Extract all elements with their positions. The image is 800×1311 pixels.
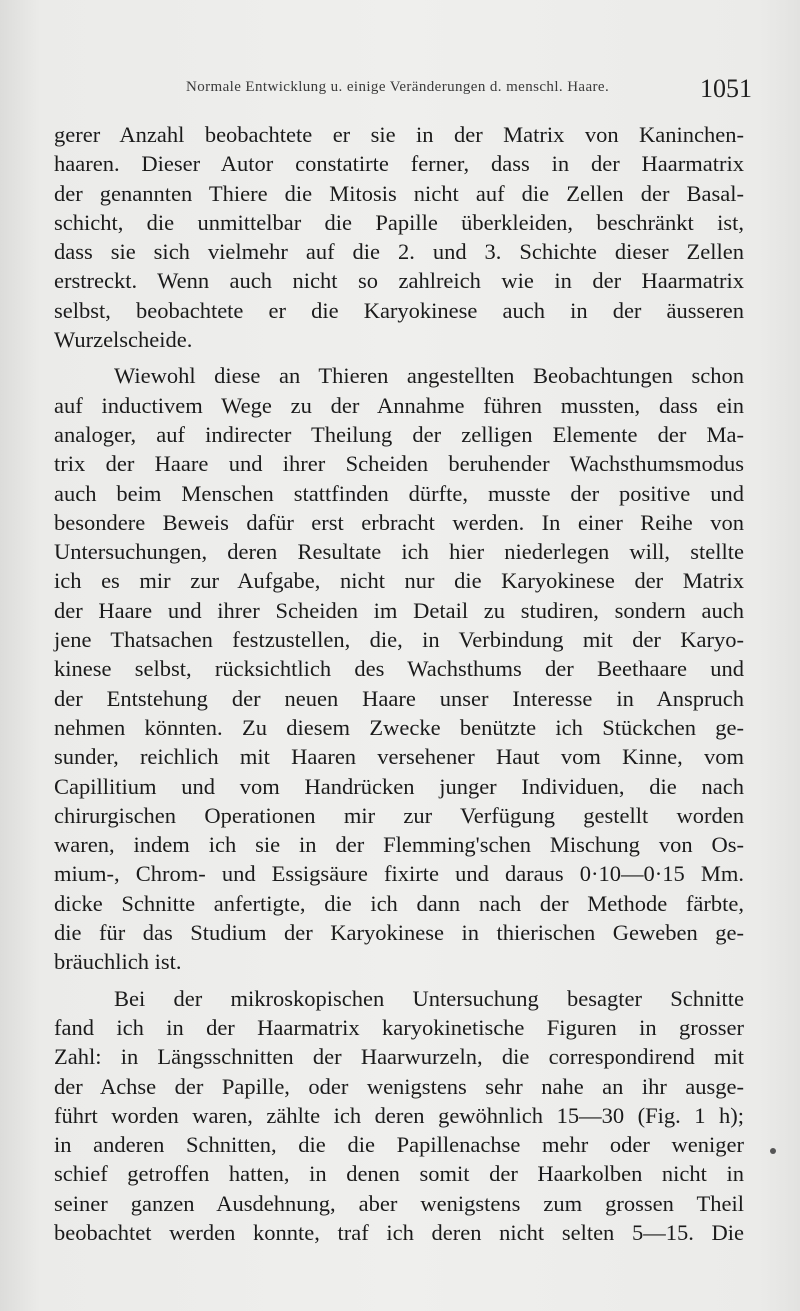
text-line: Capillitium und vom Handrücken junger Individuen, die nach — [54, 773, 744, 799]
text-line: kinese selbst, rücksichtlich des Wachsthums der Beethaare und — [54, 656, 744, 682]
text-line: Untersuchungen, deren Resultate ich hier niederlegen will, stellte — [54, 539, 744, 565]
text-line: jene Thatsachen festzustellen, die, in Verbindung mit der Karyo- — [54, 627, 744, 653]
text-line: ich es mir zur Aufgabe, nicht nur die Karyokinese der Matrix — [54, 568, 744, 594]
text-line: schief getroffen hatten, in denen somit der Haarkolben nicht in — [54, 1161, 744, 1187]
text-line: nehmen könnten. Zu diesem Zwecke benützte ich Stückchen ge- — [54, 714, 744, 740]
text-line: schicht, die unmittelbar die Papille überkleiden, beschränkt ist, — [54, 209, 744, 235]
running-title: Normale Entwicklung u. einige Veränderungen d. menschl. Haare. — [186, 79, 610, 95]
text-line: die für das Studium der Karyokinese in thierischen Geweben ge- — [54, 920, 744, 946]
text-line: in anderen Schnitten, die die Papillenachse mehr oder weniger — [54, 1132, 744, 1158]
text-line: selbst, beobachtete er die Karyokinese auch in der äusseren — [54, 297, 744, 323]
text-line: der genannten Thiere die Mitosis nicht auf die Zellen der Basal- — [54, 180, 744, 206]
text-line: Wurzelscheide. — [54, 327, 193, 353]
paragraph-gap — [54, 354, 744, 361]
text-line: Zahl: in Längsschnitten der Haarwurzeln, die correspondirend mit — [54, 1044, 744, 1070]
text-line: Bei der mikroskopischen Untersuchung besagter Schnitte — [114, 985, 744, 1011]
text-line: der Entstehung der neuen Haare unser Interesse in Anspruch — [54, 685, 744, 711]
text-line: haaren. Dieser Autor constatirte ferner, dass in der Haarmatrix — [54, 151, 744, 177]
text-line: chirurgischen Operationen mir zur Verfügung gestellt worden — [54, 802, 744, 828]
text-line: dicke Schnitte anfertigte, die ich dann nach der Methode färbte, — [54, 890, 744, 916]
text-line: auch beim Menschen stattfinden dürfte, musste der positive und — [54, 480, 744, 506]
text-line: gerer Anzahl beobachtete er sie in der Matrix von Kaninchen- — [54, 122, 744, 147]
text-line: waren, indem ich sie in der Flemming'schen Mischung von Os- — [54, 832, 744, 858]
paragraph-gap — [54, 977, 744, 984]
page-header — [0, 74, 800, 108]
text-line: besondere Beweis dafür erst erbracht werden. In einer Reihe von — [54, 509, 744, 535]
paragraph — [54, 361, 744, 976]
text-line: beobachtet werden konnte, traf ich deren nicht selten 5—15. Die — [54, 1219, 744, 1245]
text-line: seiner ganzen Ausdehnung, aber wenigstens zum grossen Theil — [54, 1190, 744, 1216]
text-line: fand ich in der Haarmatrix karyokinetische Figuren in grosser — [54, 1014, 744, 1040]
text-line: mium-, Chrom- und Essigsäure fixirte und daraus 0·10—0·15 Mm. — [54, 861, 744, 887]
text-line: trix der Haare und ihrer Scheiden beruhender Wachsthumsmodus — [54, 451, 744, 477]
paragraph — [54, 984, 744, 1248]
ink-spot — [770, 1148, 776, 1154]
text-line: bräuchlich ist. — [54, 949, 182, 975]
page-number: 1051 — [700, 74, 752, 103]
text-line: sunder, reichlich mit Haaren versehener Haut vom Kinne, vom — [54, 744, 744, 770]
text-line: auf inductivem Wege zu der Annahme führen mussten, dass ein — [54, 392, 744, 418]
text-line: führt worden waren, zählte ich deren gewöhnlich 15—30 (Fig. 1 h); — [54, 1102, 744, 1128]
text-line: erstreckt. Wenn auch nicht so zahlreich wie in der Haarmatrix — [54, 268, 744, 294]
text-line: der Achse der Papille, oder wenigstens sehr nahe an ihr ausge- — [54, 1073, 744, 1099]
text-line: der Haare und ihrer Scheiden im Detail zu studiren, sondern auch — [54, 597, 744, 623]
body-text — [54, 120, 744, 1247]
text-line: analoger, auf indirecter Theilung der zelligen Elemente der Ma- — [54, 421, 744, 447]
text-line: Wiewohl diese an Thieren angestellten Beobachtungen schon — [114, 363, 744, 389]
paragraph — [54, 120, 744, 354]
text-line: dass sie sich vielmehr auf die 2. und 3. Schichte dieser Zellen — [54, 239, 744, 265]
